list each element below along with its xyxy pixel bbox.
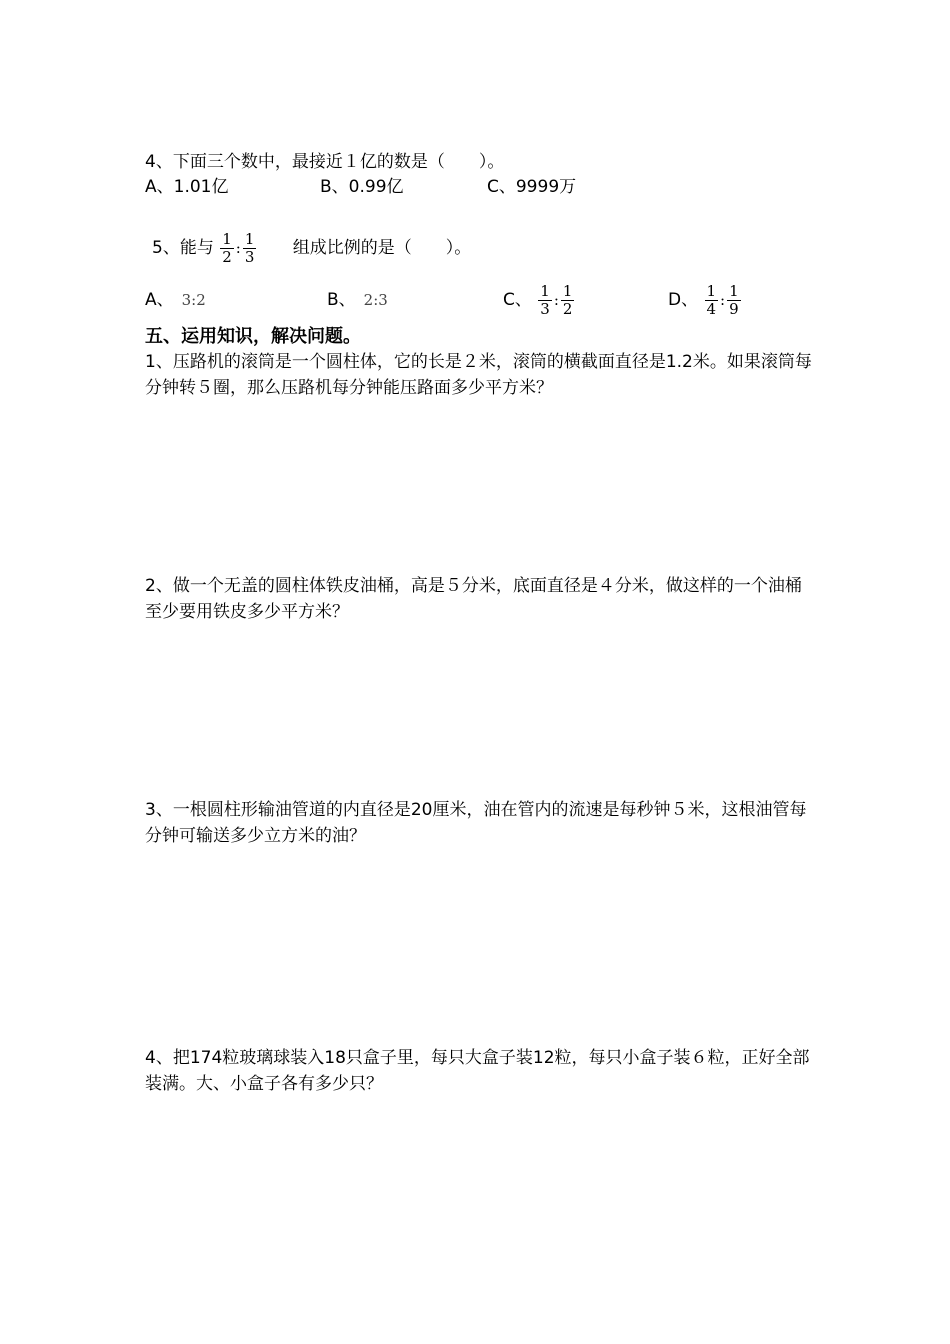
question-4-stem: 4、下面三个数中，最接近１亿的数是（ ）。 — [145, 152, 505, 172]
question-5-option-b: B、 2:3 — [327, 290, 388, 310]
word-problem-1: 1、压路机的滚筒是一个圆柱体，它的长是２米，滚筒的横截面直径是1.2米。如果滚筒每分钟转５圈，那么压路机每分钟能压路面多少平方米？ — [145, 352, 812, 398]
question-5-option-c: C、 $\frac{1}{3}$ : $\frac{1}{2}$ — [503, 281, 573, 318]
question-5-stem-suffix: 组成比例的是（ ）。 — [292, 238, 472, 258]
question-5-fraction-2: $\frac{1}{3}$ — [244, 229, 255, 266]
word-problem-3: 3、一根圆柱形输油管道的内直径是20厘米，油在管内的流速是每秒钟５米，这根油管每分钟可输送多少立方米的油？ — [145, 800, 807, 846]
question-5-option-d: D、 $\frac{1}{4}$ : $\frac{1}{9}$ — [668, 281, 739, 318]
question-5-stem: 5、能与 $\frac{1}{2}$ : $\frac{1}{3}$ 组成比例的是（ ）。 — [152, 229, 472, 266]
section-5-title: 五、运用知识，解决问题。 — [145, 326, 361, 347]
question-5-fraction-1: $\frac{1}{2}$ — [222, 229, 232, 266]
word-problem-4: 4、把174粒玻璃球装入18只盒子里，每只大盒子装12粒，每只小盒子装６粒，正好全部装满。大、小盒子各有多少只？ — [145, 1048, 810, 1094]
question-4-option-a: A、1.01亿 — [145, 177, 229, 197]
question-4-option-c: C、9999万 — [487, 177, 577, 197]
question-5-stem-prefix: 5、能与 — [152, 238, 214, 258]
question-4-option-b: B、0.99亿 — [320, 177, 404, 197]
word-problem-2: 2、做一个无盖的圆柱体铁皮油桶，高是５分米，底面直径是４分米，做这样的一个油桶至少要用铁皮多少平方米？ — [145, 576, 802, 622]
question-5-option-a: A、 3:2 — [145, 290, 206, 310]
